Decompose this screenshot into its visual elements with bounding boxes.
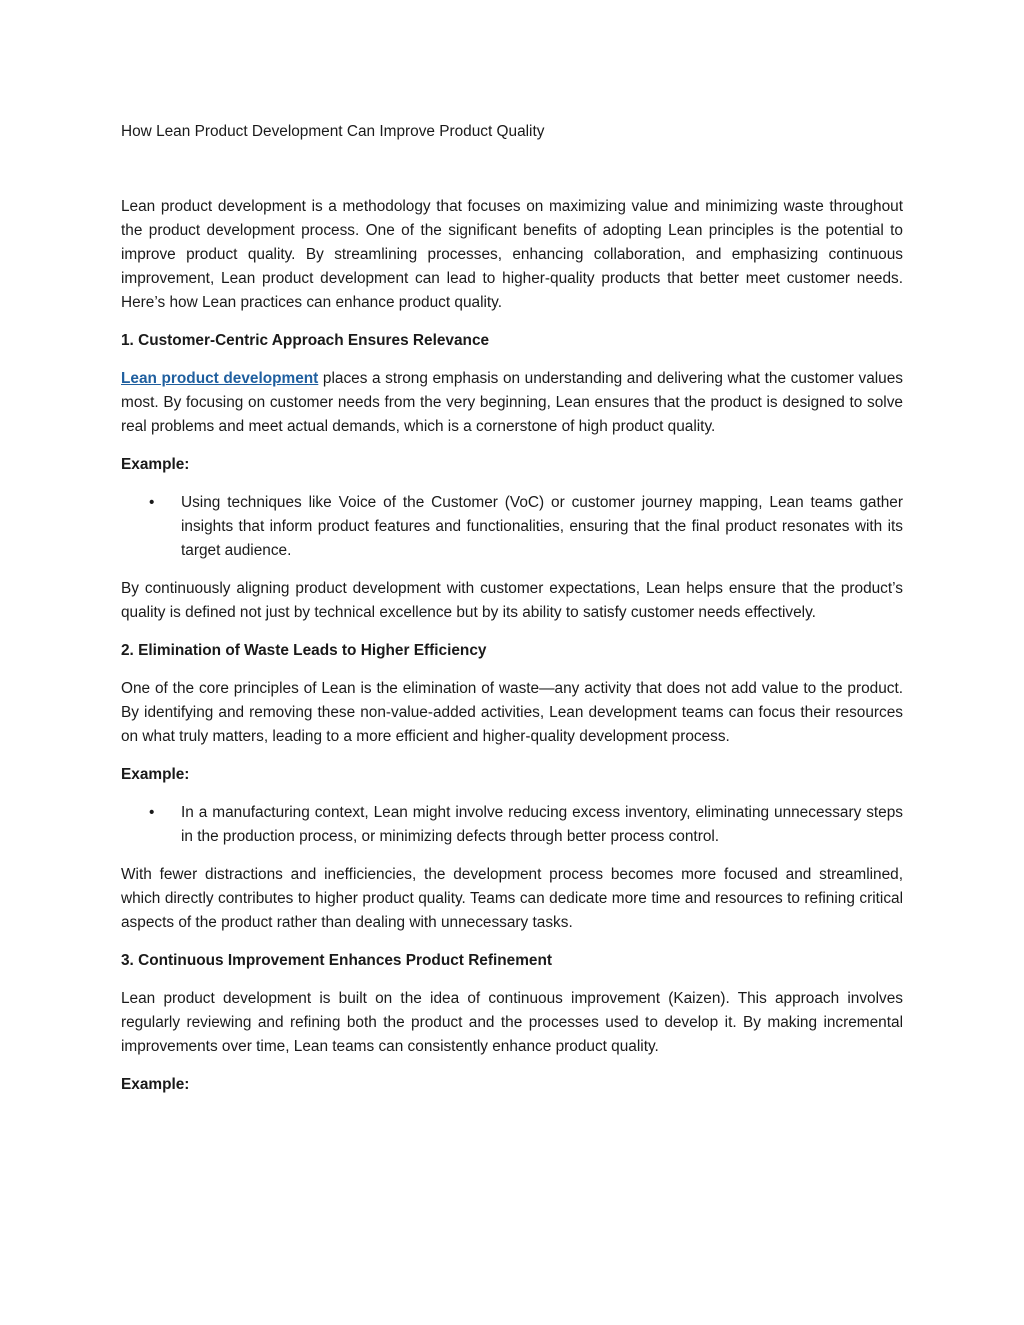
document-title: How Lean Product Development Can Improve Product Quality xyxy=(121,123,545,140)
lean-product-development-link[interactable]: Lean product development xyxy=(121,370,319,387)
intro-paragraph: Lean product development is a methodology that focuses on maximizing value and minimizing waste throughout the product development process. One of the significant benefits of adopting Lean principles is the potential to improve product quality. By streamlining processes, enhancing collaboration, and emphasizing continuous improvement, Lean product development can lead to higher-quality products that better meet customer needs. Here’s how Lean practices can enhance product quality. xyxy=(121,198,903,311)
list-item xyxy=(121,491,903,563)
section-2-heading: 2. Elimination of Waste Leads to Higher Efficiency xyxy=(121,642,487,659)
section-1-example-list xyxy=(121,491,903,563)
section-1-closing: By continuously aligning product development with customer expectations, Lean helps ensure that the product’s quality is defined not just by technical excellence but by its ability to satisfy customer needs effectively. xyxy=(121,580,903,621)
bullet-icon: • xyxy=(149,804,155,821)
list-item-text: In a manufacturing context, Lean might involve reducing excess inventory, eliminating unnecessary steps in the production process, or minimizing defects through better process control. xyxy=(181,804,903,845)
section-1-heading: 1. Customer-Centric Approach Ensures Relevance xyxy=(121,332,490,349)
section-1-paragraph-text: places a strong emphasis on understanding and delivering what the customer values most. By focusing on customer needs from the very beginning, Lean ensures that the product is designed to solve real problems and meet actual demands, which is a cornerstone of high product quality. xyxy=(121,370,903,435)
section-3-paragraph: Lean product development is built on the idea of continuous improvement (Kaizen). This approach involves regularly reviewing and refining both the product and the processes used to develop it. By making incremental improvements over time, Lean teams can consistently enhance product quality. xyxy=(121,990,903,1055)
list-item xyxy=(121,801,903,849)
section-1-paragraph xyxy=(121,367,903,439)
section-2-closing: With fewer distractions and inefficiencies, the development process becomes more focused and streamlined, which directly contributes to higher product quality. Teams can dedicate more time and resources to refining critical aspects of the product rather than dealing with unnecessary tasks. xyxy=(121,866,903,931)
list-item-text: Using techniques like Voice of the Customer (VoC) or customer journey mapping, Lean teams gather insights that inform product features and functionalities, ensuring that the final product resonates with its target audience. xyxy=(181,494,903,559)
section-1-example-label: Example: xyxy=(121,456,190,473)
section-2-paragraph: One of the core principles of Lean is the elimination of waste—any activity that does not add value to the product. By identifying and removing these non-value-added activities, Lean development teams can focus their resources on what truly matters, leading to a more efficient and higher-quality development process. xyxy=(121,680,903,745)
section-2-example-list xyxy=(121,801,903,849)
bullet-icon: • xyxy=(149,494,155,511)
section-3-example-label: Example: xyxy=(121,1076,190,1093)
section-2-example-label: Example: xyxy=(121,766,190,783)
document-body xyxy=(121,195,903,1111)
section-3-heading: 3. Continuous Improvement Enhances Product Refinement xyxy=(121,952,552,969)
